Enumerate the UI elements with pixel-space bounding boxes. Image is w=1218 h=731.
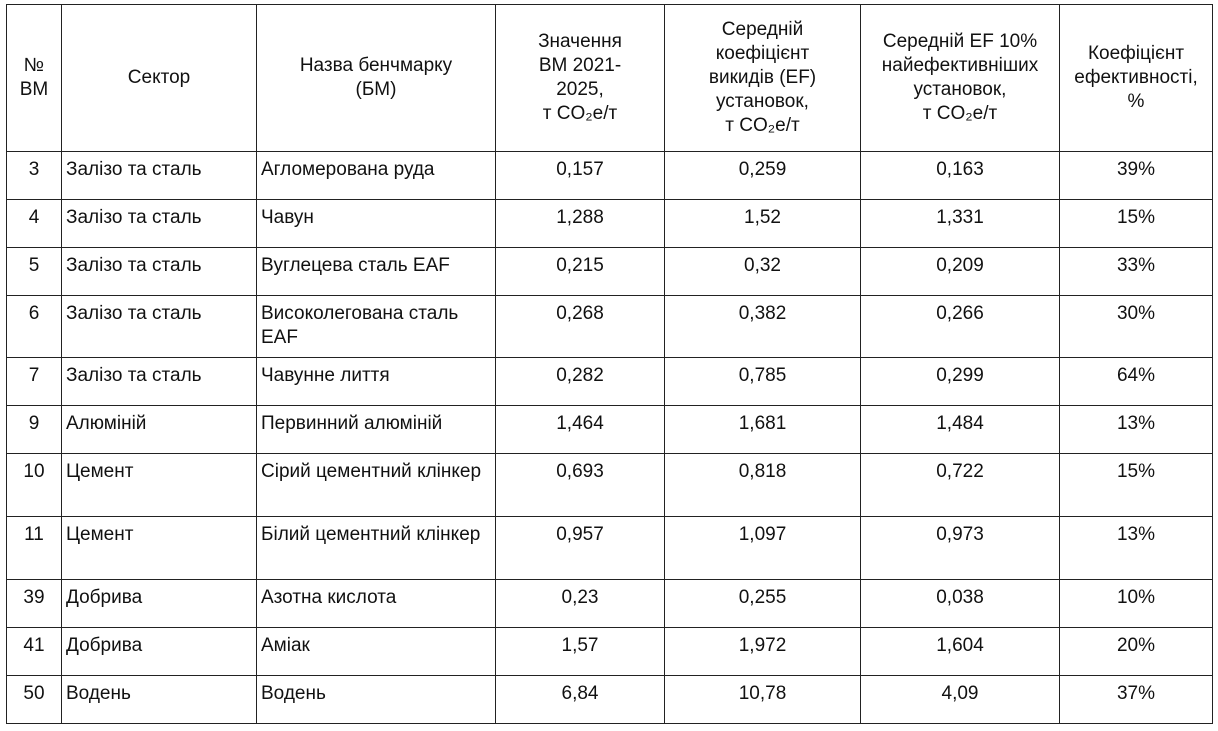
- cell-bm-number: 11: [7, 517, 62, 580]
- cell-bm-number: 10: [7, 454, 62, 517]
- cell-avg-ef: 0,259: [665, 152, 861, 200]
- cell-bm-value: 1,57: [496, 628, 665, 676]
- cell-bm-value: 0,157: [496, 152, 665, 200]
- header-line: т CO₂e/т: [922, 103, 998, 124]
- header-line: найефективніших: [881, 55, 1039, 76]
- cell-avg-ef: 0,818: [665, 454, 861, 517]
- header-line: Коефіцієнт: [1087, 43, 1185, 64]
- cell-efficiency: 10%: [1060, 580, 1213, 628]
- cell-sector: Водень: [62, 676, 257, 724]
- cell-avg-ef: 10,78: [665, 676, 861, 724]
- cell-benchmark-name: Аміак: [257, 628, 496, 676]
- cell-bm-value: 0,957: [496, 517, 665, 580]
- table-row: [7, 454, 1213, 517]
- header-line: %: [1127, 91, 1145, 112]
- cell-top10-ef: 0,209: [861, 248, 1060, 296]
- cell-efficiency: 15%: [1060, 200, 1213, 248]
- cell-bm-value: 0,23: [496, 580, 665, 628]
- cell-efficiency: 64%: [1060, 358, 1213, 406]
- table-row: [7, 152, 1213, 200]
- benchmark-table: [6, 4, 1213, 724]
- cell-bm-value: 1,288: [496, 200, 665, 248]
- cell-top10-ef: 1,484: [861, 406, 1060, 454]
- cell-benchmark-name: Сірий цементний клінкер: [257, 454, 496, 517]
- header-line: викидів (EF): [708, 67, 817, 88]
- header-line: №: [23, 55, 45, 76]
- cell-bm-number: 50: [7, 676, 62, 724]
- header-line: Середній: [721, 19, 804, 40]
- header-line: Сектор: [127, 67, 191, 88]
- header-line: коефіцієнт: [715, 43, 810, 64]
- table-row: [7, 580, 1213, 628]
- cell-top10-ef: 4,09: [861, 676, 1060, 724]
- header-line: установок,: [716, 91, 809, 112]
- cell-bm-value: 1,464: [496, 406, 665, 454]
- cell-bm-value: 0,268: [496, 296, 665, 358]
- header-line: Середній EF 10%: [882, 31, 1038, 52]
- cell-avg-ef: 1,52: [665, 200, 861, 248]
- cell-sector: Цемент: [62, 454, 257, 517]
- cell-avg-ef: 0,382: [665, 296, 861, 358]
- header-line: (БМ): [355, 79, 397, 100]
- cell-sector: Алюміній: [62, 406, 257, 454]
- cell-efficiency: 13%: [1060, 406, 1213, 454]
- cell-sector: Залізо та сталь: [62, 296, 257, 358]
- header-top10-ef: [861, 5, 1060, 152]
- cell-top10-ef: 0,973: [861, 517, 1060, 580]
- cell-efficiency: 37%: [1060, 676, 1213, 724]
- cell-top10-ef: 0,722: [861, 454, 1060, 517]
- cell-top10-ef: 1,331: [861, 200, 1060, 248]
- cell-bm-number: 4: [7, 200, 62, 248]
- cell-bm-value: 0,215: [496, 248, 665, 296]
- cell-top10-ef: 0,266: [861, 296, 1060, 358]
- cell-sector: Цемент: [62, 517, 257, 580]
- header-sector: [62, 5, 257, 152]
- cell-benchmark-name: Агломерована руда: [257, 152, 496, 200]
- cell-benchmark-name: Вуглецева сталь EAF: [257, 248, 496, 296]
- header-line: ефективності,: [1074, 67, 1198, 88]
- cell-efficiency: 30%: [1060, 296, 1213, 358]
- table-row: [7, 628, 1213, 676]
- cell-avg-ef: 1,681: [665, 406, 861, 454]
- cell-top10-ef: 1,604: [861, 628, 1060, 676]
- header-line: Значення: [538, 31, 622, 52]
- header-bm-value: [496, 5, 665, 152]
- cell-bm-number: 41: [7, 628, 62, 676]
- header-avg-ef: [665, 5, 861, 152]
- header-line: ВМ 2021-: [538, 55, 622, 76]
- cell-bm-value: 0,693: [496, 454, 665, 517]
- table-row: [7, 248, 1213, 296]
- header-bm-number: [7, 5, 62, 152]
- header-line: ВМ: [19, 79, 49, 100]
- cell-efficiency: 39%: [1060, 152, 1213, 200]
- cell-top10-ef: 0,038: [861, 580, 1060, 628]
- cell-sector: Добрива: [62, 580, 257, 628]
- header-line: установок,: [913, 79, 1007, 100]
- table-row: [7, 358, 1213, 406]
- cell-sector: Добрива: [62, 628, 257, 676]
- table-row: [7, 406, 1213, 454]
- cell-avg-ef: 0,785: [665, 358, 861, 406]
- cell-bm-number: 6: [7, 296, 62, 358]
- table-row: [7, 296, 1213, 358]
- header-line: Назва бенчмарку: [299, 55, 453, 76]
- cell-sector: Залізо та сталь: [62, 248, 257, 296]
- cell-avg-ef: 0,255: [665, 580, 861, 628]
- cell-top10-ef: 0,163: [861, 152, 1060, 200]
- cell-bm-number: 5: [7, 248, 62, 296]
- header-benchmark-name: [257, 5, 496, 152]
- cell-bm-number: 7: [7, 358, 62, 406]
- cell-bm-value: 0,282: [496, 358, 665, 406]
- cell-bm-number: 9: [7, 406, 62, 454]
- header-line: т CO₂e/т: [725, 115, 800, 136]
- cell-benchmark-name: Первинний алюміній: [257, 406, 496, 454]
- table-row: [7, 200, 1213, 248]
- cell-benchmark-name: Високолегована сталь EAF: [257, 296, 496, 358]
- cell-sector: Залізо та сталь: [62, 358, 257, 406]
- header-row: [7, 5, 1213, 152]
- table-row: [7, 517, 1213, 580]
- header-line: т CO₂e/т: [542, 103, 618, 124]
- cell-benchmark-name: Чавун: [257, 200, 496, 248]
- cell-bm-number: 3: [7, 152, 62, 200]
- cell-efficiency: 15%: [1060, 454, 1213, 517]
- cell-efficiency: 20%: [1060, 628, 1213, 676]
- cell-avg-ef: 0,32: [665, 248, 861, 296]
- cell-benchmark-name: Білий цементний клінкер: [257, 517, 496, 580]
- table-row: [7, 676, 1213, 724]
- cell-sector: Залізо та сталь: [62, 200, 257, 248]
- cell-bm-number: 39: [7, 580, 62, 628]
- cell-sector: Залізо та сталь: [62, 152, 257, 200]
- cell-efficiency: 33%: [1060, 248, 1213, 296]
- cell-benchmark-name: Азотна кислота: [257, 580, 496, 628]
- cell-top10-ef: 0,299: [861, 358, 1060, 406]
- cell-benchmark-name: Водень: [257, 676, 496, 724]
- cell-efficiency: 13%: [1060, 517, 1213, 580]
- header-line: 2025,: [556, 79, 604, 100]
- cell-benchmark-name: Чавунне лиття: [257, 358, 496, 406]
- cell-avg-ef: 1,972: [665, 628, 861, 676]
- cell-avg-ef: 1,097: [665, 517, 861, 580]
- cell-bm-value: 6,84: [496, 676, 665, 724]
- header-efficiency: [1060, 5, 1213, 152]
